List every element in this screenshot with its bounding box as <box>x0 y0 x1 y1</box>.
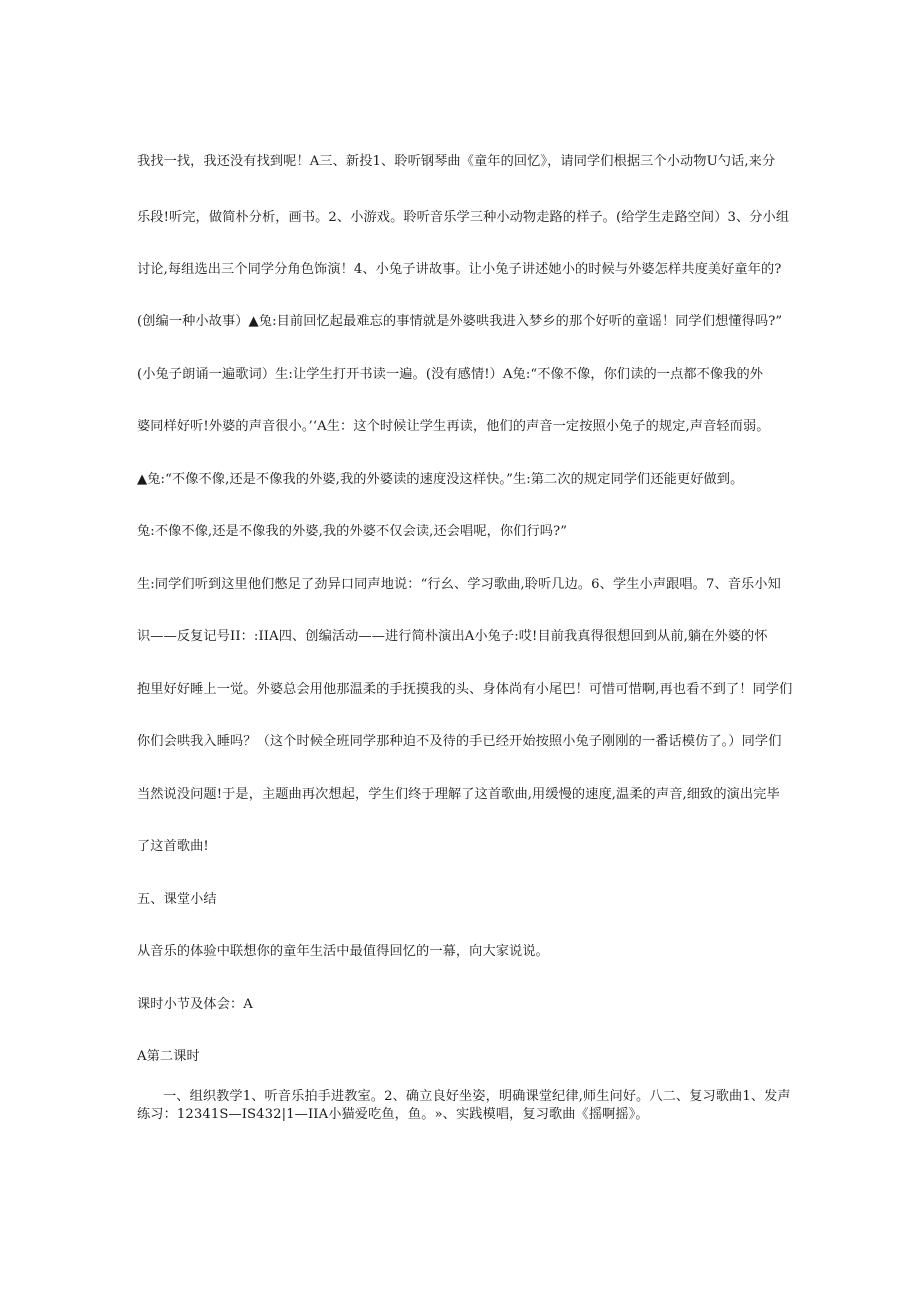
text-line: 你们会哄我入睡吗？（这个时候全班同学那种迫不及待的手已经开始按照小兔子刚刚的一番话模仿了。）同学们 <box>137 734 782 749</box>
text-line: 婆同样好听!外婆的声音很小。’‘A生：这个时候让学生再读，他们的声音一定按照小兔子的规定,声音轻而弱。 <box>137 419 770 434</box>
text-line: 了这首歌曲! <box>137 839 209 854</box>
text-line: 当然说没问题!于是，主题曲再次想起，学生们终于理解了这首歌曲,用缓慢的速度,温柔的声音,细致的演出完毕 <box>137 787 780 802</box>
text-line: 抱里好好睡上一觉。外婆总会用他那温柔的手抚摸我的头、身体尚有小尾巴！可惜可惜啊,再也看不到了！同学们 <box>137 682 793 697</box>
text-line: 课时小节及体会：A <box>137 997 253 1012</box>
lesson-heading: A第二课时 <box>137 1049 200 1064</box>
text-line: 生:同学们听到这里他们憋足了劲异口同声地说：“行幺、学习歌曲,聆听几边。6、学生小声跟唱。7、音乐小知 <box>137 577 781 592</box>
text-line: ▲兔:“不像不像,还是不像我的外婆,我的外婆读的速度没这样快。”生:第二次的规定同学们还能更好做到。 <box>137 472 744 487</box>
lesson-paragraph: 一、组织教学1、听音乐拍手进教室。2、确立良好坐姿，明确课堂纪律,师生问好。八二、复习歌曲1、发声练习：12341S—IS432|1—IIA小猫爱吃鱼，鱼。»、实践模唱，复习歌曲《摇啊摇》。 <box>137 1089 791 1122</box>
text-line: (小兔子朗诵一遍歌词）生:让学生打开书读一遍。(没有感情!）A兔:“不像不像，你们读的一点都不像我的外 <box>137 367 764 382</box>
text-line: 讨论,每组选出三个同学分角色饰演！4、小兔子讲故事。让小兔子讲述她小的时候与外婆怎样共度美好童年的? <box>137 262 782 277</box>
text-line: 从音乐的体验中联想你的童年生活中最值得回忆的一幕，向大家说说。 <box>137 944 549 959</box>
text-line: 乐段!听完，做简朴分析，画书。2、小游戏。聆听音乐学三种小动物走路的样子。(给学生走路空间）3、分小组 <box>137 210 790 225</box>
section-heading: 五、课堂小结 <box>137 892 217 907</box>
text-line: 兔:不像不像,还是不像我的外婆,我的外婆不仅会读,还会唱呢，你们行吗?” <box>137 524 568 539</box>
text-line: 我找一找，我还没有找到呢！A三、新投1、聆听钢琴曲《童年的回忆》，请同学们根据三个小动物U勺话,来分 <box>137 154 776 169</box>
text-line: 识——反复记号II：:IIA四、创编活动——进行简朴演出A小兔子:哎!目前我真得很想回到从前,躺在外婆的怀 <box>137 629 768 644</box>
text-line: (创编一种小故事）▲兔:目前回忆起最难忘的事情就是外婆哄我进入梦乡的那个好听的童谣！同学们想懂得吗?” <box>137 314 783 329</box>
